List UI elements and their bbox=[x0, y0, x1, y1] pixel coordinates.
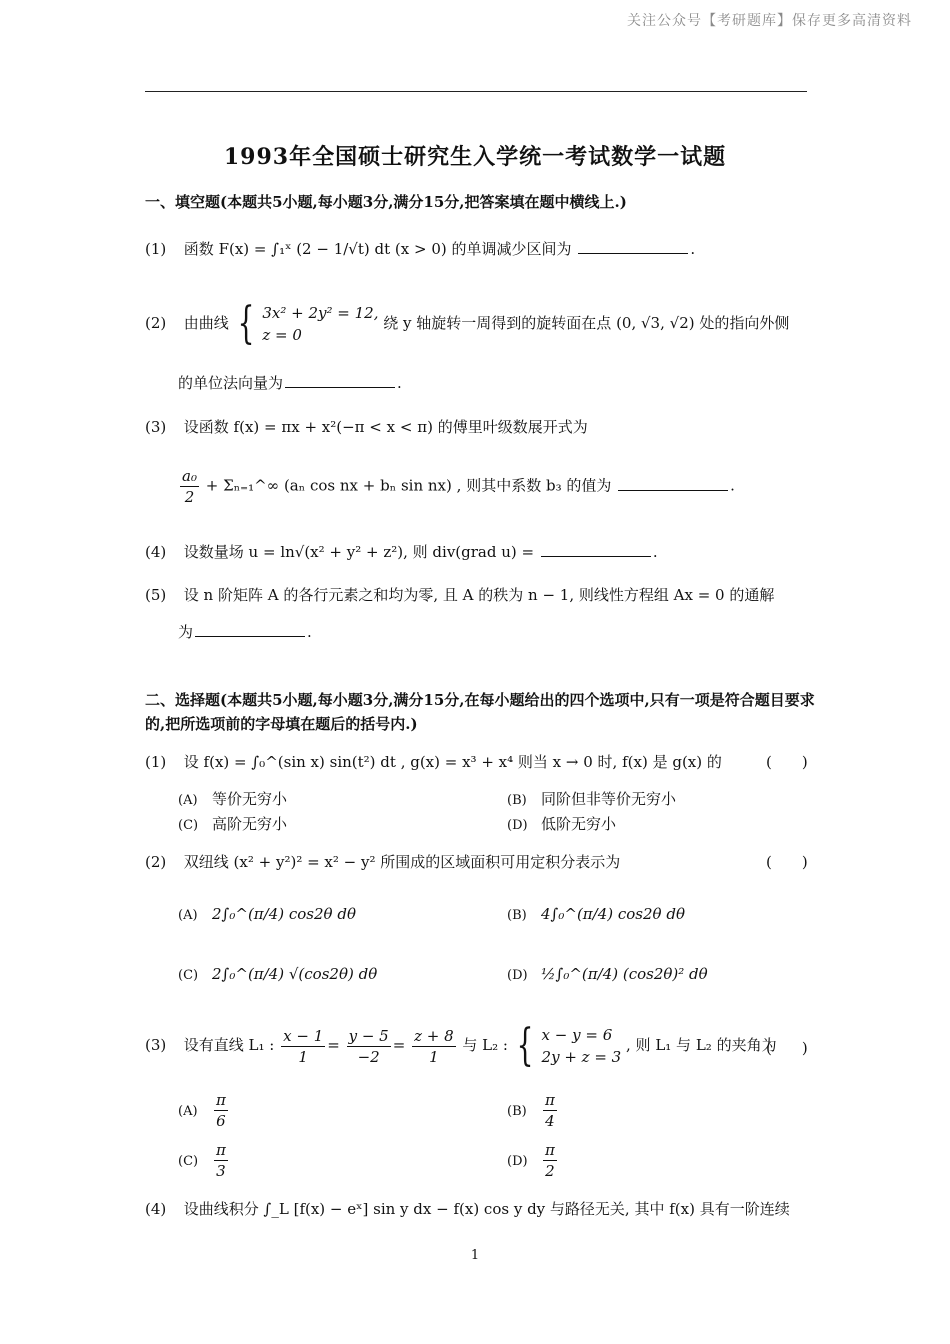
q-text: 双纽线 (x² + y²)² = x² − y² 所围成的区域面积可用定积分表示为 bbox=[183, 853, 621, 871]
q-punct: . bbox=[730, 476, 735, 495]
option: (C) $\frac{\pi}{3}$ bbox=[178, 1141, 226, 1180]
q-formula: (0, √3, √2) bbox=[616, 314, 695, 332]
answer-paren: ( ) bbox=[766, 753, 808, 771]
q-text: , 则其中系数 b₃ 的值为 bbox=[456, 476, 612, 495]
option: (C) 高阶无穷小 bbox=[178, 815, 288, 833]
equation: x − y = 6 bbox=[541, 1026, 613, 1044]
option: (B) $\frac{\pi}{4}$ bbox=[507, 1091, 555, 1130]
q-text: , 则 L₁ 与 L₂ 的夹角为 bbox=[626, 1036, 777, 1054]
q-number: (4) bbox=[145, 1200, 167, 1218]
q-punct: . bbox=[690, 240, 696, 258]
q1-5 bbox=[145, 584, 810, 606]
q-text: 为 bbox=[178, 623, 194, 641]
q-punct: . bbox=[307, 623, 312, 641]
q1-3-cont bbox=[178, 466, 735, 507]
q-formula: F(x) = ∫₁ˣ (2 − 1/√t) dt (x > 0) bbox=[218, 240, 447, 258]
fraction: $\frac{z + 8}{1}$ bbox=[414, 1026, 454, 1066]
q-number: (2) bbox=[145, 314, 167, 332]
q-text: 设有直线 L₁ : bbox=[183, 1036, 275, 1054]
answer-blank bbox=[541, 542, 651, 557]
q-text: 的单位法向量为 bbox=[178, 374, 284, 392]
q2-1 bbox=[145, 751, 810, 773]
option: (A) $\frac{\pi}{6}$ bbox=[178, 1091, 226, 1130]
option: (C) 2∫₀^(π/4) √(cos2θ) dθ bbox=[178, 965, 378, 983]
q-number: (2) bbox=[145, 853, 167, 871]
q2-4 bbox=[145, 1198, 810, 1220]
section-1-heading: 一、填空题(本题共5小题,每小题3分,满分15分,把答案填在题中横线上.) bbox=[145, 193, 627, 211]
equation: 3x² + 2y² = 12, bbox=[262, 304, 379, 322]
q-formula: + Σₙ₌₁^∞ (aₙ cos nx + bₙ sin nx) bbox=[205, 476, 452, 495]
watermark: 关注公众号【考研题库】保存更多高清资料 bbox=[627, 13, 912, 29]
answer-blank bbox=[618, 476, 728, 491]
q-text: 绕 y 轴旋转一周得到的旋转面在点 bbox=[383, 314, 612, 332]
page-title: 1993年全国硕士研究生入学统一考试数学一试题 bbox=[223, 144, 727, 170]
q-number: (1) bbox=[145, 240, 167, 258]
q-number: (5) bbox=[145, 586, 167, 604]
option: (A) 等价无穷小 bbox=[178, 790, 288, 808]
answer-paren: ( ) bbox=[766, 1039, 808, 1057]
section-2-heading: 二、选择题(本题共5小题,每小题3分,满分15分,在每小题给出的四个选项中,只有一项是符合题目要求的,把所选项前的字母填在题后的括号内.) bbox=[145, 691, 815, 733]
q1-5-cont bbox=[178, 621, 312, 643]
option: (D) ½∫₀^(π/4) (cos2θ)² dθ bbox=[507, 965, 708, 983]
q1-4 bbox=[145, 541, 810, 563]
q-text: 设 n 阶矩阵 A 的各行元素之和均为零, 且 A 的秩为 n − 1, 则线性方程组 Ax = 0 的通解 bbox=[183, 586, 775, 604]
q-text: 处的指向外侧 bbox=[699, 314, 790, 332]
q1-3 bbox=[145, 416, 810, 438]
q-text: 设数量场 u = ln√(x² + y² + z²), 则 div(grad u) = bbox=[183, 543, 535, 561]
q1-1 bbox=[145, 238, 810, 260]
q-number: (3) bbox=[145, 418, 167, 436]
q-text: 设函数 f(x) = πx + x²(−π < x < π) 的傅里叶级数展开式为 bbox=[183, 418, 588, 436]
answer-paren: ( ) bbox=[766, 853, 808, 871]
q1-2-cont bbox=[178, 372, 402, 394]
q1-2 bbox=[145, 298, 810, 349]
q-text: 函数 bbox=[183, 240, 214, 258]
equation-system bbox=[542, 1024, 622, 1068]
answer-blank bbox=[285, 373, 395, 388]
q-punct: . bbox=[397, 374, 402, 392]
option: (B) 4∫₀^(π/4) cos2θ dθ bbox=[507, 905, 685, 923]
q-text: 与 L₂ : bbox=[462, 1036, 508, 1054]
q-text: 的单调减少区间为 bbox=[451, 240, 572, 258]
option: (A) 2∫₀^(π/4) cos2θ dθ bbox=[178, 905, 356, 923]
option: (D) $\frac{\pi}{2}$ bbox=[507, 1141, 555, 1180]
answer-blank bbox=[195, 622, 305, 637]
page-number: 1 bbox=[470, 1248, 480, 1263]
equation: z = 0 bbox=[262, 326, 302, 344]
q-text: 设 f(x) = ∫₀^(sin x) sin(t²) dt , g(x) = x³ + x⁴ 则当 x → 0 时, f(x) 是 g(x) 的 bbox=[183, 753, 722, 771]
option: (D) 低阶无穷小 bbox=[507, 815, 617, 833]
brace-icon: { bbox=[516, 1020, 534, 1071]
q2-3: (3) 设有直线 L₁ : $\frac{x - 1}{1}$ = $\frac{y - 5}{-2}$ = $\frac{z + 8}{1}$ 与 L₂ : { x − y = 6 2y + z = 3 , 则 L₁ 与 L₂ 的夹角为 bbox=[145, 1020, 777, 1071]
q-text: 设曲线积分 ∫_L [f(x) − eˣ] sin y dx − f(x) cos y dy 与路径无关, 其中 f(x) 具有一阶连续 bbox=[183, 1200, 790, 1218]
fraction: $\frac{y - 5}{-2}$ bbox=[348, 1026, 389, 1066]
fraction: $\frac{\text{a₀}}{2}$ bbox=[182, 467, 197, 506]
fraction: $\frac{x - 1}{1}$ bbox=[283, 1026, 324, 1066]
q-number: (3) bbox=[145, 1036, 167, 1054]
q-punct: . bbox=[652, 543, 658, 561]
equation-system bbox=[262, 302, 378, 346]
brace-icon: { bbox=[237, 298, 254, 349]
option: (B) 同阶但非等价无穷小 bbox=[507, 790, 677, 808]
top-rule bbox=[145, 91, 807, 92]
q-text: 由曲线 bbox=[183, 314, 229, 332]
answer-blank bbox=[578, 239, 688, 254]
q-number: (1) bbox=[145, 753, 167, 771]
q-number: (4) bbox=[145, 543, 167, 561]
q2-2 bbox=[145, 851, 810, 873]
equation: 2y + z = 3 bbox=[541, 1048, 622, 1066]
